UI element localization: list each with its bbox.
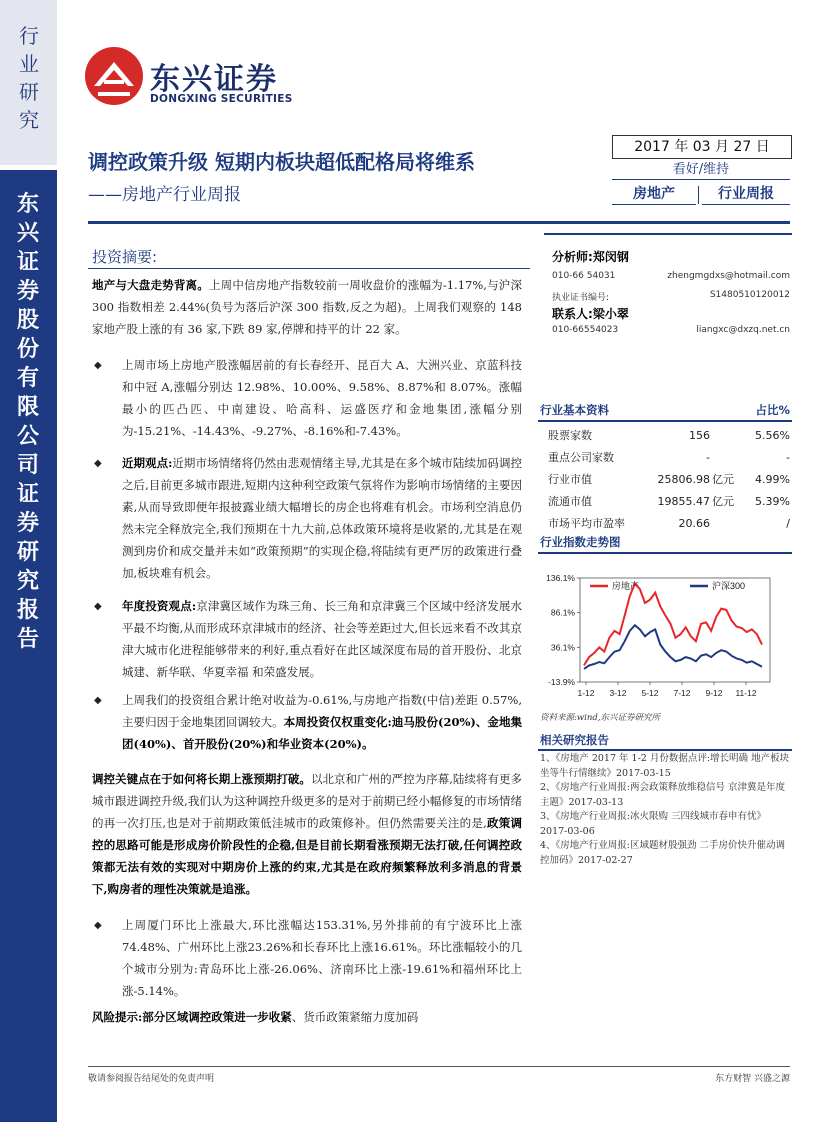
contact-email: liangxc@dxzq.net.cn — [696, 325, 790, 335]
b4-bold: 本周投资仅权重变化:迪马股份(20%)、金地集团(40%)、首开股份(20%)和华业资本(20%)。 — [122, 715, 523, 751]
series-line-real-estate — [584, 584, 762, 666]
analyst-phone: 010-66 54031 — [552, 271, 616, 281]
row-pct: 5.39% — [755, 494, 790, 508]
chart-title-rule — [538, 552, 792, 554]
row-pct: / — [786, 516, 790, 530]
risk-text: 、货币政策紧缩力度加码 — [291, 1010, 419, 1024]
row-label: 市场平均市盈率 — [548, 517, 625, 530]
row-value: 156 — [689, 428, 710, 442]
report-subtitle: ——房地产行业周报 — [88, 185, 241, 205]
industry-pct-heading: 占比% — [755, 403, 790, 417]
brand-name-en: DONGXING SECURITIES — [150, 93, 293, 105]
plot-frame — [580, 578, 770, 682]
y-tick-label: -13.9% — [548, 677, 575, 687]
row-label: 流通市值 — [548, 495, 592, 508]
report-type-tag: 行业周报 — [702, 184, 790, 205]
list-item: 2、《房地产行业周报:两会政策释放维稳信号 京津冀是年度主题》2017-03-13 — [540, 782, 786, 808]
list-item: 3、《房地产行业周报:冰火限购 三四线城市春申有忧》2017-03-06 — [540, 811, 767, 837]
industry-data-table — [544, 424, 790, 534]
report-date: 2017 年 03 月 27 日 — [612, 135, 792, 159]
table-row — [544, 490, 790, 512]
row-label: 重点公司家数 — [548, 451, 614, 464]
bullet-icon: ◆ — [94, 920, 102, 931]
p1-lead: 地产与大盘走势背离。 — [92, 278, 209, 292]
sidebar-company-panel — [0, 170, 57, 1122]
row-unit: 亿元 — [712, 495, 734, 508]
bullet-icon: ◆ — [94, 360, 102, 371]
related-list — [540, 752, 792, 868]
chart-source: 资料来源:wind,东兴证券研究所 — [540, 713, 660, 723]
bullet-icon: ◆ — [94, 458, 102, 469]
summary-paragraph-1 — [92, 274, 522, 340]
cert-label: 执业证书编号: — [552, 293, 610, 303]
risk-lead: 风险提示:部分区域调控政策进一步收紧 — [92, 1010, 292, 1024]
analyst-line — [552, 248, 629, 265]
index-trend-chart — [538, 560, 792, 710]
cert-number: S1480510120012 — [709, 290, 790, 300]
contact-name: 梁小翠 — [592, 307, 629, 321]
analyst-email: zhengmgdxs@hotmail.com — [667, 271, 790, 281]
p1-text: 上周中信房地产指数较前一周收盘价的涨幅为-1.17%,与沪深 300 指数相差 2.44%(负号为落后沪深 300 指数,反之为超)。上周我们观察的 148 家地产股上涨的有 36 家,下跌 89 家,停牌和持平的计 22 家。 — [92, 278, 523, 336]
p2-text: 以北京和广州的严控为序幕,陆续将有更多城市跟进调控升级,我们认为这种调控升级更多的是对于前期已经小幅修复的市场情绪的再一次打压,也是对于前期政策低洼城市的政策修补。但仍然需要关注的是, — [92, 772, 523, 830]
footer-slogan: 东方财智 兴盛之源 — [715, 1074, 790, 1084]
row-pct: 4.99% — [755, 472, 790, 486]
report-title: 调控政策升级 短期内板块超低配格局将维系 — [88, 150, 475, 174]
footer-disclaimer: 敬请参阅报告结尾处的免责声明 — [88, 1074, 215, 1084]
list-item: 1、《房地产 2017 年 1-2 月份数据点评:增长明确 地产板块坐等牛行情继续》2017-03-15 — [540, 753, 790, 779]
row-value: 25806.98 — [657, 472, 710, 486]
p2-bold: 政策调控的思路可能是形成房价阶段性的企稳,但是目前长期看涨预期无法打破,任何调控政策都无法有效的实现对中期房价上涨的约束,尤其是在政府频繁释放利多消息的背景下,购房者的理性决策就是追涨。 — [92, 816, 523, 896]
legend-label: 房地产 — [612, 581, 640, 591]
b2-text: 近期市场情绪将仍然由悲观情绪主导,尤其是在多个城市陆续加码调控之后,目前更多城市跟进,短期内这种利空政策气氛将作为影响市场情绪的主要因素,从而导致即便年报披露业绩大幅增长的房企也将难有机会。市场利空消息仍然未完全释放完全,我们预期在十九大前,总体政策环境将是收紧的,尤其是在观测到房价和成交量并未如“政策预期”的实现企稳,将陆续有更严厉的政策进行叠加,板块难有机会。 — [122, 456, 522, 580]
sidebar-category-text: 行业研究 — [19, 24, 39, 132]
table-row — [544, 468, 790, 490]
table-row — [544, 446, 790, 468]
y-tick-label: 36.1% — [550, 642, 575, 653]
dongxing-logo-icon — [84, 46, 144, 106]
summary-rule — [88, 268, 530, 269]
row-unit: 亿元 — [712, 473, 734, 486]
x-tick-label: 3-12 — [609, 688, 627, 698]
summary-bullet-5: 上周厦门环比上涨最大,环比涨幅达153.31%,另外排前的有宁波环比上涨74.48%、广州环比上涨23.26%和长春环比上涨16.61%。环比涨幅较小的几个城市分别为:青岛环比上涨-26.06%、济南环比上涨-19.61%和福州环比上涨-5.14%。 — [122, 918, 522, 998]
risk-warning — [92, 1006, 522, 1028]
bullet-icon: ◆ — [94, 695, 102, 706]
x-tick-label: 1-12 — [577, 688, 595, 698]
row-label: 行业市值 — [548, 473, 592, 486]
table-row — [544, 424, 790, 446]
row-pct: - — [786, 450, 790, 464]
x-tick-label: 5-12 — [641, 688, 659, 698]
header-divider — [88, 221, 790, 224]
list-item: 4、《房地产行业周报:区域题材殷强劲 二手房价快升催动调控加码》2017-02-27 — [540, 840, 786, 866]
x-tick-label: 11-12 — [735, 688, 757, 698]
summary-bullet-2 — [122, 452, 522, 584]
industry-data-rule — [538, 420, 792, 422]
related-heading: 相关研究报告 — [540, 733, 609, 747]
sidebar-category-panel — [0, 0, 57, 165]
contact-phone: 010-66554023 — [552, 325, 619, 335]
analyst-name: 郑闵钢 — [592, 250, 629, 264]
bullet-icon: ◆ — [94, 601, 102, 612]
sidebar-company-text: 东兴证券股份有限公司证券研究报告 — [16, 192, 39, 652]
chart-title: 行业指数走势图 — [540, 535, 621, 549]
p2-lead: 调控关键点在于如何将长期上涨预期打破。 — [92, 772, 311, 786]
x-tick-label: 9-12 — [705, 688, 723, 698]
analyst-rule — [544, 233, 792, 235]
rating-label: 看好/维持 — [612, 161, 790, 180]
industry-data-heading: 行业基本资料 — [540, 403, 609, 417]
y-tick-label: 86.1% — [550, 607, 575, 618]
summary-bullet-1: 上周市场上房地产股涨幅居前的有长春经开、昆百大 A、大洲兴业、京蓝科技和中冠 A,涨幅分别达 12.98%、10.00%、9.58%、8.87%和 8.07%。涨幅最小的匹凸匹、中南建设、哈高科、运盛医疗和金地集团,涨幅分别为-15.21%、-14.43%、-9.27%、-8.16%和-7.43%。 — [122, 358, 522, 438]
related-rule — [538, 749, 792, 751]
footer-rule — [88, 1066, 790, 1067]
table-row — [544, 512, 790, 534]
summary-paragraph-2 — [92, 768, 522, 900]
legend-label: 沪深300 — [712, 581, 746, 591]
contact-label: 联系人: — [552, 307, 593, 321]
b4-text: 上周我们的投资组合累计绝对收益为-0.61%,与房地产指数(中信)差距 0.57%,主要归因于金地集团回调较大。 — [122, 693, 522, 729]
b3-lead: 年度投资观点: — [122, 599, 197, 613]
summary-heading: 投资摘要: — [92, 248, 158, 266]
row-label: 股票家数 — [548, 429, 592, 442]
row-pct: 5.56% — [755, 428, 790, 442]
row-value: 20.66 — [678, 516, 710, 530]
row-value: - — [706, 450, 710, 464]
sector-tag: 房地产 — [612, 184, 696, 205]
row-value: 19855.47 — [657, 494, 710, 508]
y-tick-label: 136.1% — [546, 573, 575, 583]
tag-divider — [698, 186, 699, 204]
b3-text: 京津冀区域作为珠三角、长三角和京津冀三个区域中经济发展水平最不均衡,从而形成环京津城市的经济、社会等差距过大,但长远来看不改其京津大城市化进程能够带来的利好,重点看好在此区域深度布局的首开股份、北京城建、新华联、华夏幸福 和荣盛发展。 — [122, 599, 523, 679]
summary-bullet-4 — [122, 689, 522, 755]
b2-lead: 近期观点: — [122, 456, 173, 470]
x-tick-label: 7-12 — [673, 688, 691, 698]
contact-line — [552, 305, 629, 322]
analyst-label: 分析师: — [552, 250, 593, 264]
brand-name-cn: 东兴证券 — [150, 62, 278, 97]
summary-bullet-3 — [122, 595, 522, 683]
